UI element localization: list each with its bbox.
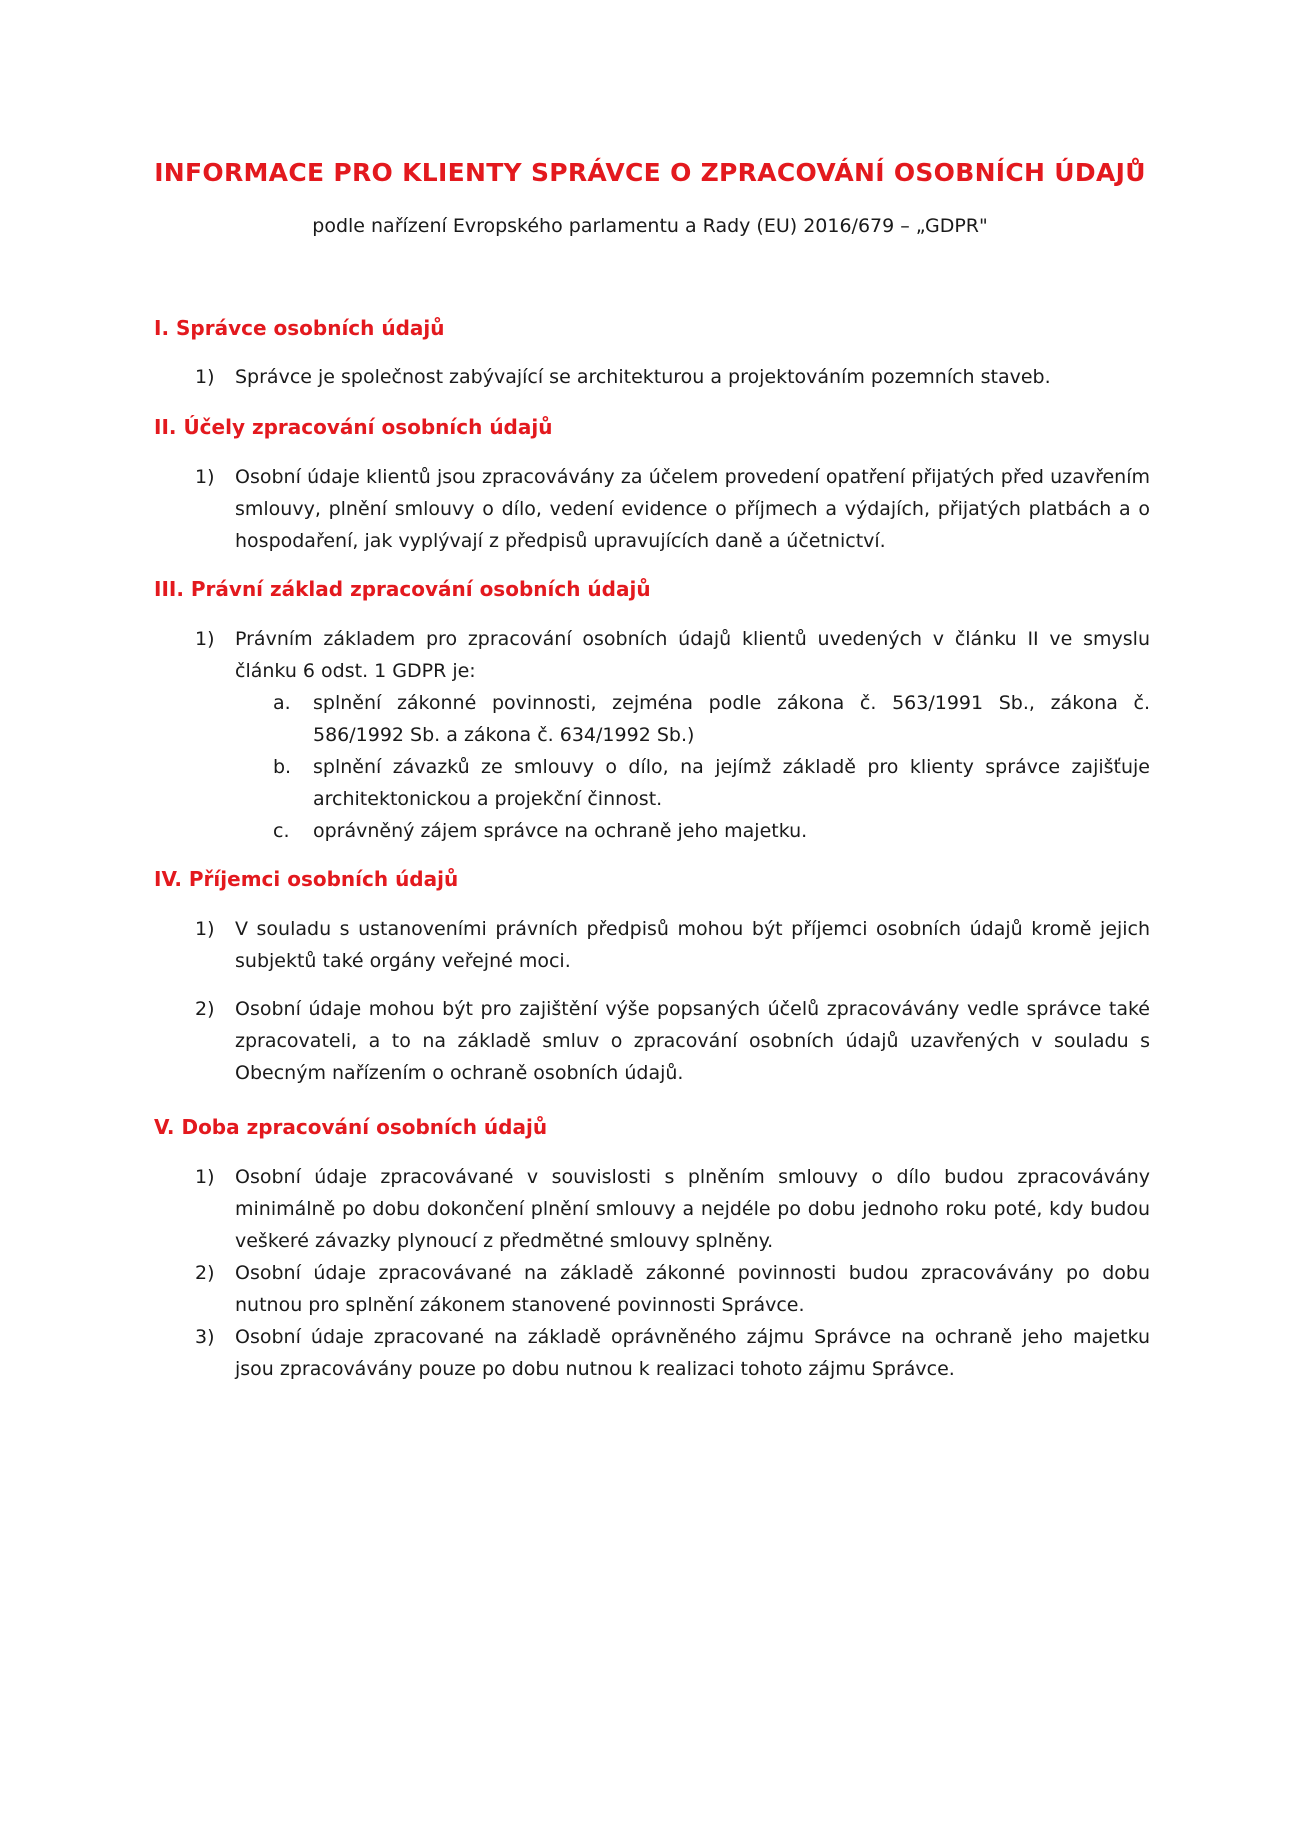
section-5-item-1 (195, 1161, 1150, 1257)
section-heading-5: V. Doba zpracování osobních údajů (154, 1115, 548, 1139)
section-4-item-1 (195, 913, 1150, 977)
section-heading-3: III. Právní základ zpracování osobních údajů (154, 577, 651, 601)
section-5-item-2 (195, 1257, 1150, 1321)
subitem-c (273, 815, 1150, 847)
item-number: 1) (195, 366, 215, 388)
section-2-item-1 (195, 461, 1150, 557)
item-number: 1) (195, 1166, 215, 1188)
section-heading-1: I. Správce osobních údajů (154, 316, 445, 340)
document-subtitle: podle nařízení Evropského parlamentu a Rady (EU) 2016/679 – „GDPR" (312, 215, 988, 237)
item-text: Osobní údaje zpracovávané na základě zákonné povinnosti budou zpracovávány po dobu nutnou pro splnění zákonem stanovené povinnosti Správce. (235, 1262, 1150, 1316)
item-number: 1) (195, 466, 215, 488)
item-text: Právním základem pro zpracování osobních údajů klientů uvedených v článku II ve smyslu článku 6 odst. 1 GDPR je: (235, 628, 1150, 682)
section-heading-4: IV. Příjemci osobních údajů (154, 867, 459, 891)
item-text: Osobní údaje zpracované na základě oprávněného zájmu Správce na ochraně jeho majetku jsou zpracovávány pouze po dobu nutnou k realizaci tohoto zájmu Správce. (235, 1326, 1150, 1380)
item-number: 1) (195, 628, 215, 650)
subitem-text: splnění zákonné povinnosti, zejména podle zákona č. 563/1991 Sb., zákona č. 586/1992 Sb. a zákona č. 634/1992 Sb.) (313, 692, 1150, 746)
subitem-text: oprávněný zájem správce na ochraně jeho majetku. (313, 820, 808, 842)
section-5-item-3 (195, 1321, 1150, 1385)
item-number: 1) (195, 918, 215, 940)
item-text: Osobní údaje zpracovávané v souvislosti s plněním smlouvy o dílo budou zpracovávány minimálně po dobu dokončení plnění smlouvy a nejdéle po dobu jednoho roku poté, kdy budou veškeré závazky plynoucí z předmětné smlouvy splněny. (235, 1166, 1150, 1252)
subitem-b (273, 751, 1150, 815)
item-text: Osobní údaje mohou být pro zajištění výše popsaných účelů zpracovávány vedle správce také zpracovateli, a to na základě smluv o zpracování osobních údajů uzavřených v souladu s Obecným nařízením o ochraně osobních údajů. (235, 998, 1150, 1084)
section-heading-2: II. Účely zpracování osobních údajů (154, 415, 553, 439)
subitem-letter: a. (273, 692, 291, 714)
item-number: 2) (195, 1262, 215, 1284)
subitem-text: splnění závazků ze smlouvy o dílo, na jejímž základě pro klienty správce zajišťuje architektonickou a projekční činnost. (313, 756, 1150, 810)
subitem-letter: b. (273, 756, 292, 778)
item-text: Osobní údaje klientů jsou zpracovávány za účelem provedení opatření přijatých před uzavřením smlouvy, plnění smlouvy o dílo, vedení evidence o příjmech a výdajích, přijatých platbách a o hospodaření, jak vyplývají z předpisů upravujících daně a účetnictví. (235, 466, 1150, 552)
item-text: Správce je společnost zabývající se architekturou a projektováním pozemních staveb. (235, 366, 1051, 388)
subitem-a (273, 687, 1150, 751)
section-1-item-1 (195, 361, 1150, 393)
subitem-letter: c. (273, 820, 290, 842)
section-3-item-1 (195, 623, 1150, 847)
item-number: 3) (195, 1326, 215, 1348)
section-4-item-2 (195, 993, 1150, 1089)
document-title: INFORMACE PRO KLIENTY SPRÁVCE O ZPRACOVÁNÍ OSOBNÍCH ÚDAJŮ (154, 158, 1146, 187)
item-number: 2) (195, 998, 215, 1020)
item-text: V souladu s ustanoveními právních předpisů mohou být příjemci osobních údajů kromě jejich subjektů také orgány veřejné moci. (235, 918, 1150, 972)
